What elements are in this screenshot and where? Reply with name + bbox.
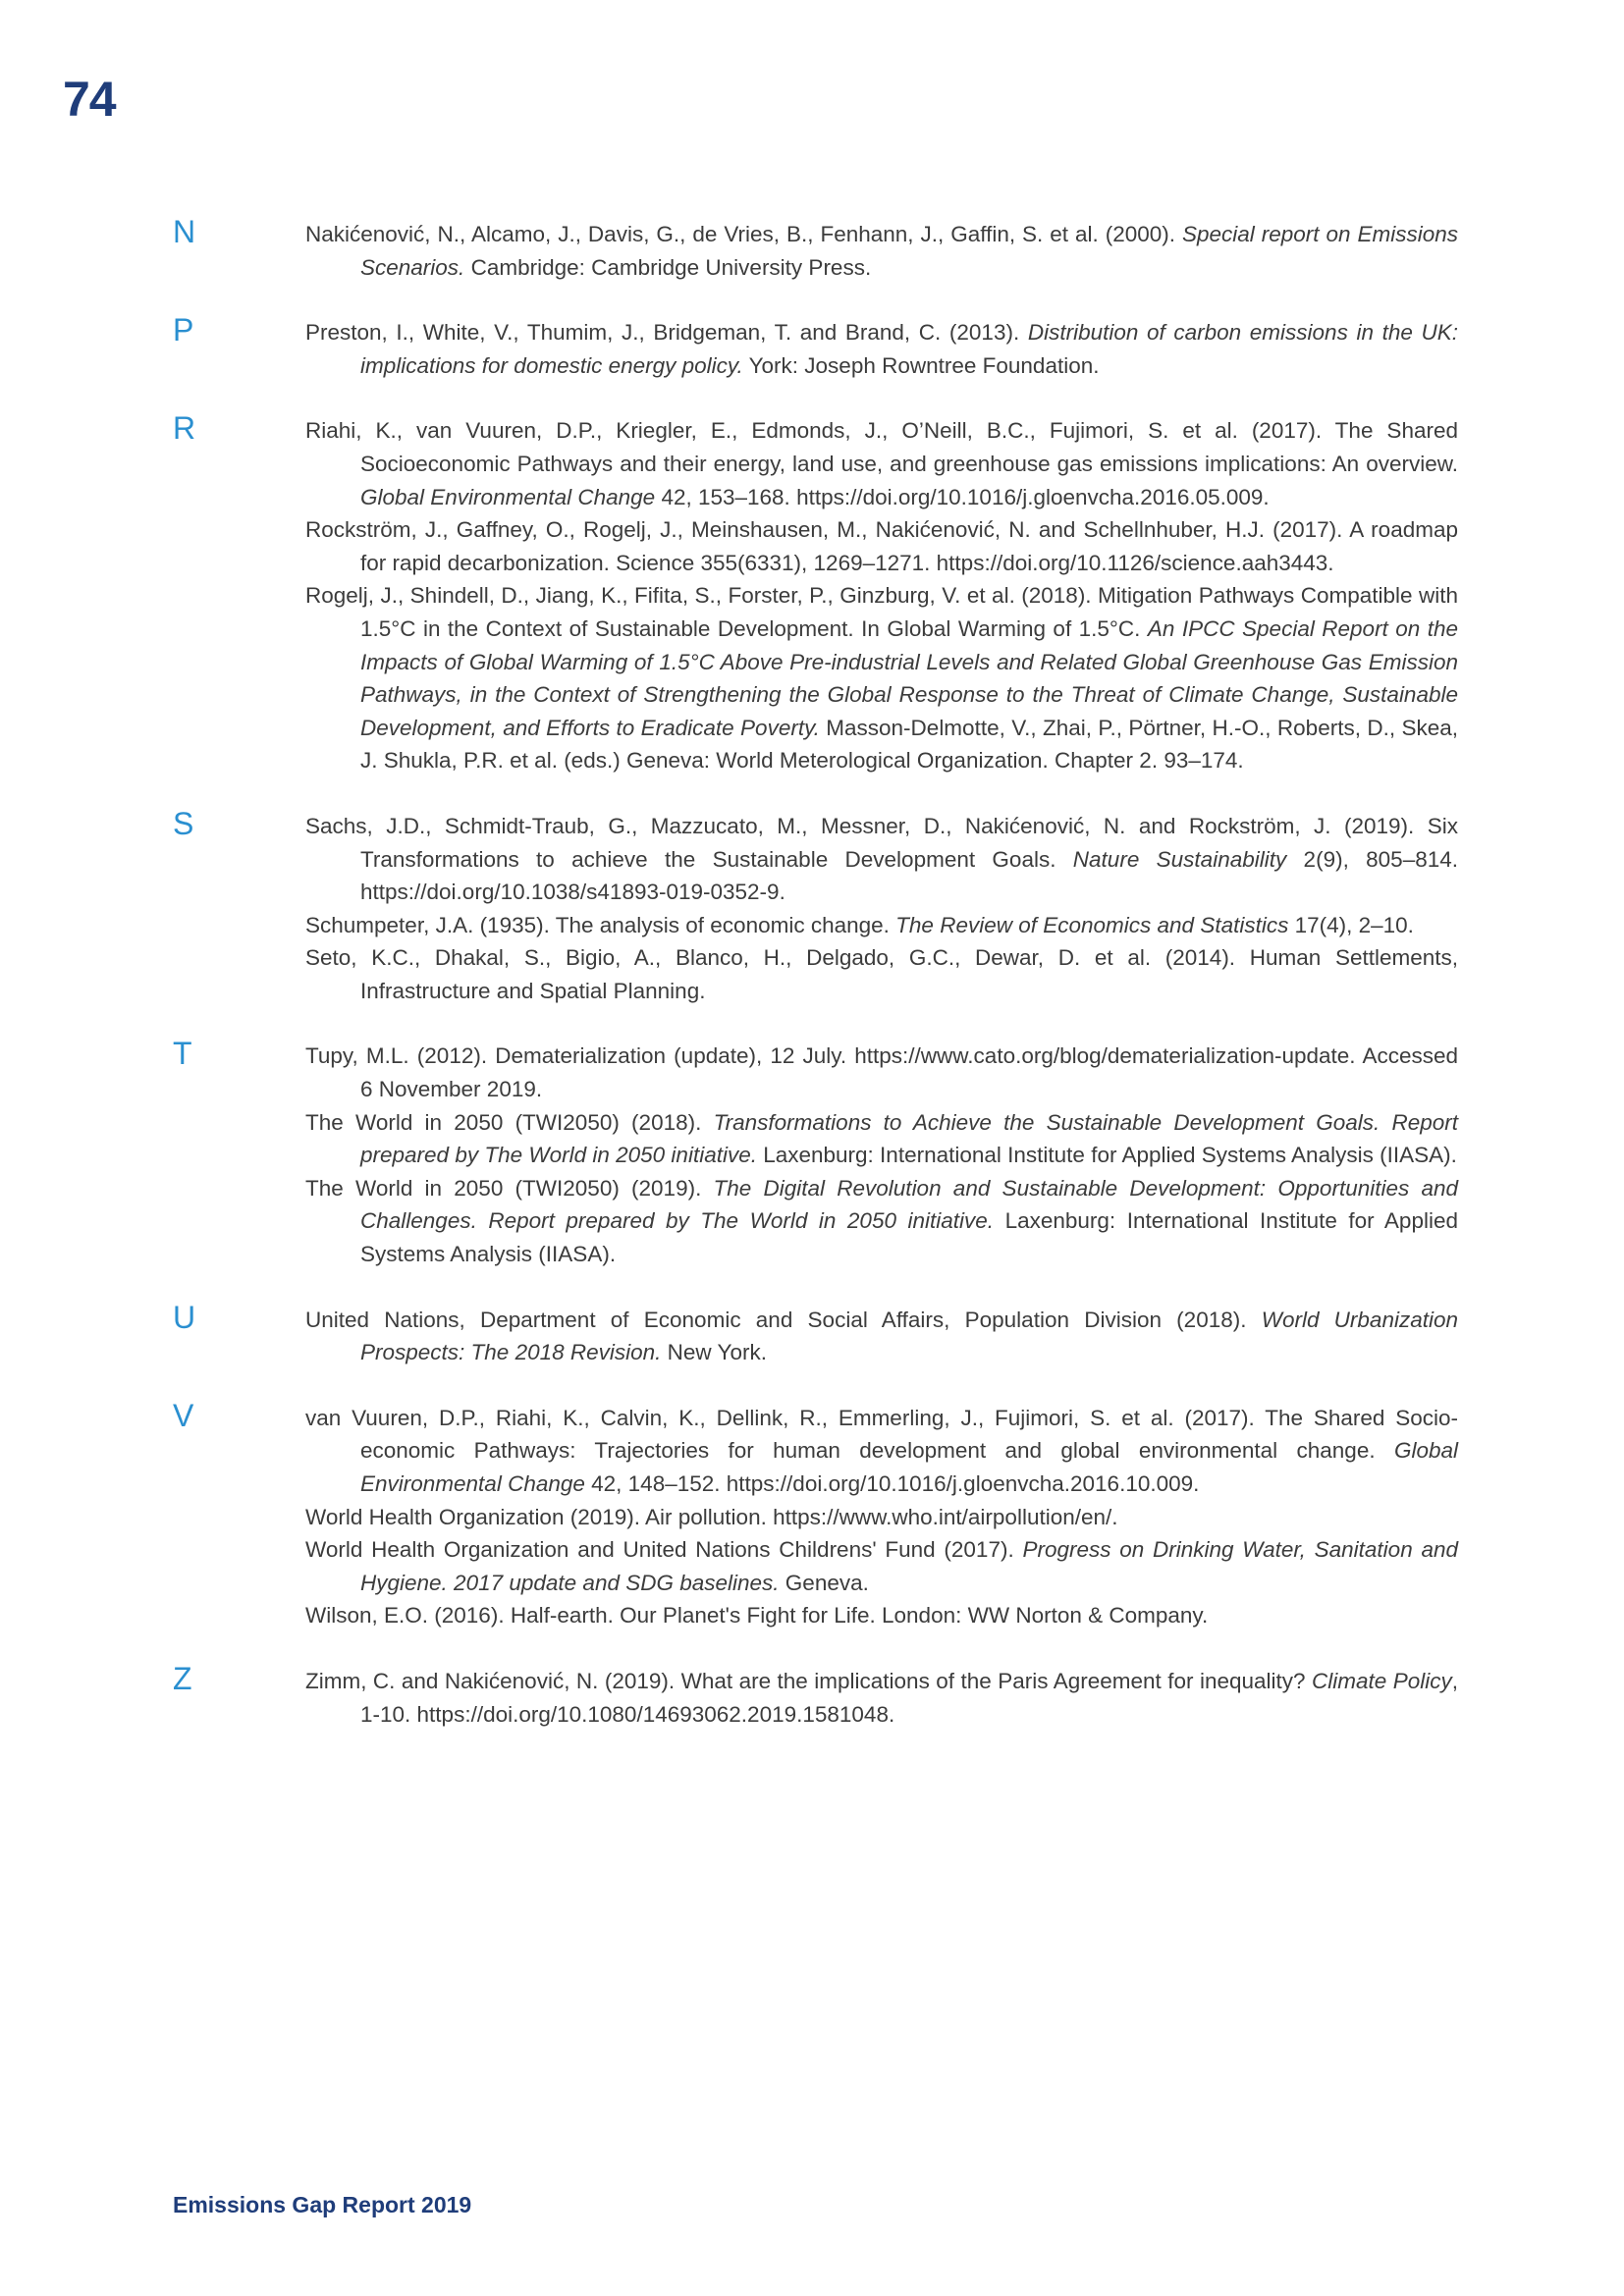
reference-entries [305,1402,1458,1632]
reference-text: Rogelj, J., Shindell, D., Jiang, K., Fifita, S., Forster, P., Ginzburg, V. et al. (2018). Mitigation Pathways Compatible with 1.5°C in the Context of Sustainable Development. In Global Warming of 1.5°C. [305,583,1458,641]
section-letter: V [173,1397,194,1433]
section-letter: Z [173,1660,192,1696]
section-letter: S [173,805,194,841]
reference-entries [305,1040,1458,1270]
reference-text: 2(9), 805–814. https://doi.org/10.1038/s41893-019-0352-9. [360,846,1458,905]
reference-entry [305,1402,1458,1501]
reference-entries [305,1665,1458,1731]
reference-text: Zimm, C. and Nakićenović, N. (2019). What are the implications of the Paris Agreement for inequality? [305,1668,1312,1693]
reference-text: Laxenburg: International Institute for Applied Systems Analysis (IIASA). [360,1208,1458,1267]
reference-text: Cambridge: Cambridge University Press. [464,254,872,280]
reference-title: Transformations to Achieve the Sustainable Development Goals. Report prepared by The World in 2050 initiative. [360,1109,1458,1168]
reference-text: World Health Organization and United Nations Childrens' Fund (2017). [305,1537,1023,1563]
reference-text: Nakićenović, N., Alcamo, J., Davis, G., de Vries, B., Fenhann, J., Gaffin, S. et al. (2000). [305,222,1182,246]
reference-entries [305,414,1458,777]
reference-text: van Vuuren, D.P., Riahi, K., Calvin, K., Dellink, R., Emmerling, J., Fujimori, S. et al. (2017). The Shared Socio-economic Pathways: Trajectories for human development and global environmental change. [305,1405,1458,1464]
reference-text: 42, 148–152. https://doi.org/10.1016/j.gloenvcha.2016.10.009. [584,1471,1200,1496]
section-letter: P [173,312,194,348]
reference-group-z [0,1660,1624,1731]
reference-entries [305,810,1458,1008]
reference-entry [305,810,1458,909]
reference-text: Masson-Delmotte, V., Zhai, P., Pörtner, H.-O., Roberts, D., Skea, J. Shukla, P.R. et al. (eds.) Geneva: World Meterological Organization. Chapter 2. 93–174. [360,715,1458,774]
section-letter: U [173,1299,196,1335]
reference-text: Rockström, J., Gaffney, O., Rogelj, J., Meinshausen, M., Nakićenović, N. and Schellnhuber, H.J. (2017). A roadmap for rapid decarbonization. Science 355(6331), 1269–1271. https://doi.org/10.1126/science.aah3443. [305,517,1458,575]
reference-entries [305,316,1458,382]
reference-text: The World in 2050 (TWI2050) (2018). [305,1109,714,1135]
reference-entries [305,218,1458,284]
reference-text: Sachs, J.D., Schmidt-Traub, G., Mazzucato, M., Messner, D., Nakićenović, N. and Rockström, J. (2019). Six Transformations to achieve the Sustainable Development Goals. [305,813,1458,872]
reference-group-s [0,805,1624,1008]
reference-entry [305,1665,1458,1731]
footer-report-title: Emissions Gap Report 2019 [173,2192,472,2217]
reference-title: Global Environmental Change [360,484,656,509]
reference-group-r [0,410,1624,777]
reference-text: , 1-10. https://doi.org/10.1080/14693062.2019.1581048. [360,1668,1458,1727]
reference-title: Special report on Emissions Scenarios. [360,222,1458,280]
reference-text: Preston, I., White, V., Thumim, J., Bridgeman, T. and Brand, C. (2013). [305,320,1028,346]
reference-text: World Health Organization (2019). Air pollution. https://www.who.int/airpollution/en/. [305,1504,1118,1529]
reference-title: World Urbanization Prospects: The 2018 Revision. [360,1307,1458,1365]
reference-title: Climate Policy [1311,1668,1452,1693]
reference-entry [305,1106,1458,1172]
reference-entry [305,414,1458,513]
reference-text: York: Joseph Rowntree Foundation. [742,352,1100,378]
reference-group-n [0,214,1624,284]
reference-entry [305,1599,1458,1632]
reference-text: New York. [661,1340,767,1365]
reference-text: Geneva. [779,1570,869,1595]
reference-group-v [0,1397,1624,1632]
reference-entry [305,579,1458,777]
reference-text: Seto, K.C., Dhakal, S., Bigio, A., Blanco, H., Delgado, G.C., Dewar, D. et al. (2014). Human Settlements, Infrastructure and Spatial Planning. [305,945,1458,1003]
reference-group-p [0,312,1624,382]
reference-text: 17(4), 2–10. [1288,912,1414,937]
reference-text: Wilson, E.O. (2016). Half-earth. Our Planet's Fight for Life. London: WW Norton & Company. [305,1603,1209,1629]
reference-entry [305,909,1458,942]
reference-entry [305,513,1458,579]
reference-text: Schumpeter, J.A. (1935). The analysis of economic change. [305,912,896,937]
reference-text: United Nations, Department of Economic and Social Affairs, Population Division (2018). [305,1307,1262,1332]
section-letter: N [173,214,196,249]
reference-title: The Digital Revolution and Sustainable Development: Opportunities and Challenges. Report prepared by The World in 2050 initiative. [360,1175,1458,1234]
reference-title: Progress on Drinking Water, Sanitation and Hygiene. 2017 update and SDG baselines. [360,1537,1458,1595]
reference-entry [305,941,1458,1007]
reference-group-t [0,1036,1624,1270]
reference-group-u [0,1299,1624,1369]
reference-entry [305,1172,1458,1271]
reference-title: The Review of Economics and Statistics [895,912,1289,937]
reference-entry [305,1533,1458,1599]
reference-title: Global Environmental Change [360,1438,1458,1496]
reference-text: 42, 153–168. https://doi.org/10.1016/j.gloenvcha.2016.05.009. [655,484,1270,509]
section-letter: R [173,410,196,447]
reference-entries [305,1304,1458,1369]
reference-title: Nature Sustainability [1072,846,1287,872]
reference-list [0,214,1624,1763]
reference-title: Distribution of carbon emissions in the UK: implications for domestic energy policy. [360,320,1458,378]
reference-text: Tupy, M.L. (2012). Dematerialization (update), 12 July. https://www.cato.org/blog/dematerialization-update. Accessed 6 November 2019. [305,1043,1458,1102]
reference-entry [305,316,1458,382]
reference-entry [305,1501,1458,1534]
reference-entry [305,1040,1458,1105]
reference-title: An IPCC Special Report on the Impacts of Global Warming of 1.5°C Above Pre-industrial Levels and Related Global Greenhouse Gas Emission Pathways, in the Context of Strengthening the Global Response to the Threat of Climate Change, Sustainable Development, and Efforts to Eradicate Poverty. [360,615,1458,740]
reference-entry [305,218,1458,284]
reference-text: The World in 2050 (TWI2050) (2019). [305,1175,714,1201]
reference-text: Riahi, K., van Vuuren, D.P., Kriegler, E., Edmonds, J., O’Neill, B.C., Fujimori, S. et al. (2017). The Shared Socioeconomic Pathways and their energy, land use, and greenhouse gas emissions implications: An overview. [305,418,1458,476]
reference-entry [305,1304,1458,1369]
reference-text: Laxenburg: International Institute for Applied Systems Analysis (IIASA). [756,1143,1457,1168]
page-number: 74 [63,72,116,127]
section-letter: T [173,1036,192,1072]
